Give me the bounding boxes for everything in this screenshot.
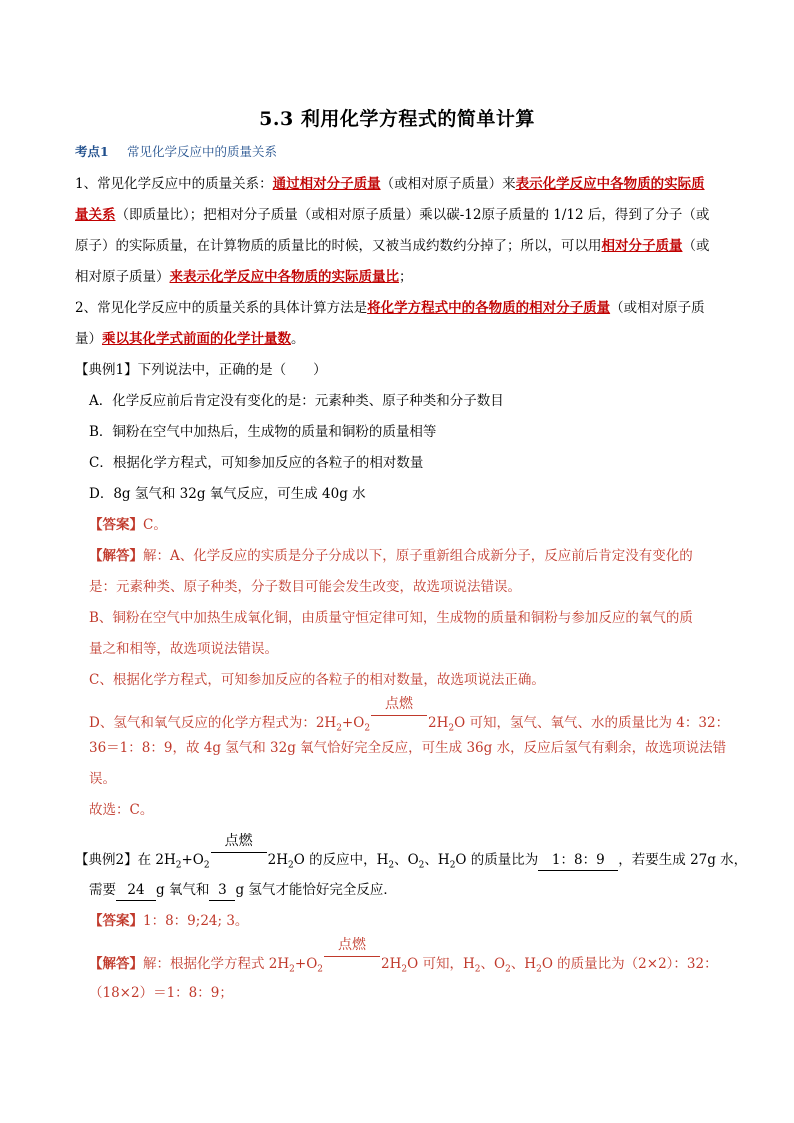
para2-emphasis: 将化学方程式中的各物质的相对分子质量 bbox=[367, 300, 611, 316]
subscript: 2 bbox=[289, 964, 295, 975]
answer-blank: 1：8：9 bbox=[538, 850, 618, 871]
example1-question: 【典例1】下列说法中，正确的是（ ） bbox=[75, 362, 327, 378]
para1-text: 1、常见化学反应中的质量关系： bbox=[75, 176, 273, 192]
example1-solution-line9: 故选：C。 bbox=[89, 802, 154, 818]
subscript: 2 bbox=[388, 860, 395, 871]
subscript: 2 bbox=[448, 723, 455, 734]
example1-option-b: B．铜粉在空气中加热后，生成物的质量和铜粉的质量相等 bbox=[89, 424, 437, 440]
solution-text: +O bbox=[294, 956, 318, 972]
para1-emphasis: 量关系 bbox=[75, 207, 116, 223]
para2-line2 bbox=[75, 329, 305, 349]
subscript: 2 bbox=[505, 964, 511, 975]
answer-text: C。 bbox=[143, 517, 167, 533]
subscript: 2 bbox=[401, 964, 408, 975]
reaction-arrow bbox=[371, 696, 427, 727]
example1-answer bbox=[89, 515, 167, 535]
para2-text: 量） bbox=[75, 331, 102, 347]
para2-line1 bbox=[75, 298, 705, 318]
example1-solution-line8: 误。 bbox=[89, 771, 116, 787]
solution-text: O 的质量比为（2×2）：32： bbox=[541, 956, 718, 972]
para1-text: 相对原子质量） bbox=[75, 269, 170, 285]
para1-line4 bbox=[75, 267, 413, 287]
example1-solution-line5: C、根据化学方程式，可知参加反应的各粒子的相对数量，故选项说法正确。 bbox=[89, 672, 545, 688]
subscript: 2 bbox=[336, 723, 342, 734]
solution-text: 2H bbox=[428, 715, 449, 731]
reaction-condition: 点燃 bbox=[224, 833, 253, 849]
answer-text: 1：8：9;24; 3。 bbox=[143, 913, 249, 929]
subscript: 2 bbox=[449, 860, 456, 871]
question-text: 、O bbox=[394, 852, 419, 868]
question-text: g 氢气才能恰好完全反应． bbox=[235, 882, 397, 898]
question-text: O 的反应中，H bbox=[293, 852, 389, 868]
example1-option-c: C．根据化学方程式，可知参加反应的各粒子的相对数量 bbox=[89, 455, 424, 471]
kaodian-text: 常见化学反应中的质量关系 bbox=[127, 144, 278, 159]
example1-solution-line1 bbox=[89, 546, 693, 566]
para2-text: 2、常见化学反应中的质量关系的具体计算方法是 bbox=[75, 300, 368, 316]
subscript: 2 bbox=[287, 860, 294, 871]
example1-option-a: A．化学反应前后肯定没有变化的是：元素种类、原子种类和分子数目 bbox=[89, 393, 504, 409]
example2-solution-line1 bbox=[89, 937, 718, 980]
subscript: 2 bbox=[317, 964, 324, 975]
question-text: 、H bbox=[424, 852, 450, 868]
subscript: 2 bbox=[203, 860, 210, 871]
solution-text: +O bbox=[341, 715, 365, 731]
equation-bar bbox=[324, 956, 380, 957]
example1-solution-line3: B、铜粉在空气中加热生成氧化铜，由质量守恒定律可知，生成物的质量和铜粉与参加反应的氧气的质 bbox=[89, 610, 693, 626]
para1-text: （或相对原子质量）来 bbox=[380, 176, 516, 192]
subscript: 2 bbox=[536, 964, 542, 975]
kaodian-label: 考点1 bbox=[75, 144, 109, 159]
para1-emphasis: 通过相对分子质量 bbox=[272, 176, 381, 192]
para1-emphasis: 来表示化学反应中各物质的实际质量比 bbox=[169, 269, 399, 285]
example1-solution-line2: 是：元素种类、原子种类，分子数目可能会发生改变，故选项说法错误。 bbox=[89, 579, 521, 595]
solution-text: 2H bbox=[381, 956, 402, 972]
subscript: 2 bbox=[175, 860, 182, 871]
para1-line1 bbox=[75, 174, 705, 194]
example2-question-line1 bbox=[75, 833, 748, 876]
para1-line3 bbox=[75, 236, 710, 256]
answer-blank: 3 bbox=[209, 880, 235, 901]
solution-text: O 可知，氢气、氧气、水的质量比为 4：32： bbox=[454, 715, 730, 731]
subscript: 2 bbox=[418, 860, 425, 871]
solution-tag: 【解答】 bbox=[89, 548, 143, 564]
question-text: 2H bbox=[267, 852, 288, 868]
para1-text: （或 bbox=[682, 238, 710, 254]
subscript: 2 bbox=[364, 723, 371, 734]
question-text: +O bbox=[181, 852, 204, 868]
example1-solution-line6 bbox=[89, 696, 730, 739]
example1-option-d: D．8g 氢气和 32g 氧气反应，可生成 40g 水 bbox=[89, 486, 366, 502]
equation-bar bbox=[371, 715, 427, 716]
para1-emphasis: 表示化学反应中各物质的实际质 bbox=[515, 176, 705, 192]
solution-tag: 【解答】 bbox=[89, 956, 143, 972]
solution-text: 解：根据化学方程式 2H bbox=[143, 956, 290, 972]
para1-emphasis: 相对分子质量 bbox=[601, 238, 683, 254]
question-text: g 氧气和 bbox=[156, 882, 210, 898]
solution-text: O 可知，H bbox=[407, 956, 475, 972]
kaodian-heading bbox=[75, 142, 277, 162]
para2-emphasis: 乘以其化学式前面的化学计量数 bbox=[102, 331, 291, 347]
solution-text: 、O bbox=[480, 956, 506, 972]
question-text: ，若要生成 27g 水， bbox=[618, 852, 748, 868]
reaction-condition: 点燃 bbox=[338, 937, 367, 953]
para1-line2 bbox=[75, 205, 709, 225]
answer-blank: 24 bbox=[116, 880, 156, 901]
answer-tag: 【答案】 bbox=[89, 913, 143, 929]
reaction-arrow bbox=[211, 833, 267, 864]
example2-question-line2 bbox=[89, 880, 397, 901]
example1-solution-line7: 36＝1：8：9，故 4g 氢气和 32g 氧气恰好完全反应，可生成 36g 水，反应后氢气有剩余，故选项说法错 bbox=[89, 740, 727, 756]
para1-text: 原子）的实际质量，在计算物质的质量比的时候，又被当成约数约分掉了；所以，可以用 bbox=[75, 238, 602, 254]
example2-solution-line2: （18×2）＝1：8：9； bbox=[89, 985, 233, 1001]
example2-answer bbox=[89, 911, 248, 931]
solution-text: 解：A、化学反应的实质是分子分成以下，原子重新组合成新分子，反应前后肯定没有变化的 bbox=[143, 548, 693, 564]
para1-text: ； bbox=[399, 269, 413, 285]
para2-text: （或相对原子质 bbox=[610, 300, 705, 316]
example1-solution-line4: 量之和相等，故选项说法错误。 bbox=[89, 641, 278, 657]
para1-text: （即质量比）；把相对分子质量（或相对原子质量）乘以碳-12原子质量的 1/12 后，得到了分子（或 bbox=[115, 207, 710, 223]
para2-text: 。 bbox=[291, 331, 305, 347]
reaction-arrow bbox=[324, 937, 380, 968]
solution-text: D、氢气和氧气反应的化学方程式为：2H bbox=[89, 715, 337, 731]
equation-bar bbox=[211, 852, 267, 853]
question-text: 需要 bbox=[89, 882, 116, 898]
page-title: 5.3 利用化学方程式的简单计算 bbox=[259, 108, 535, 130]
question-text: 【典例2】在 2H bbox=[75, 852, 176, 868]
solution-text: 、H bbox=[510, 956, 537, 972]
subscript: 2 bbox=[474, 964, 481, 975]
reaction-condition: 点燃 bbox=[385, 696, 414, 712]
answer-tag: 【答案】 bbox=[89, 517, 143, 533]
question-text: O 的质量比为 bbox=[455, 852, 539, 868]
